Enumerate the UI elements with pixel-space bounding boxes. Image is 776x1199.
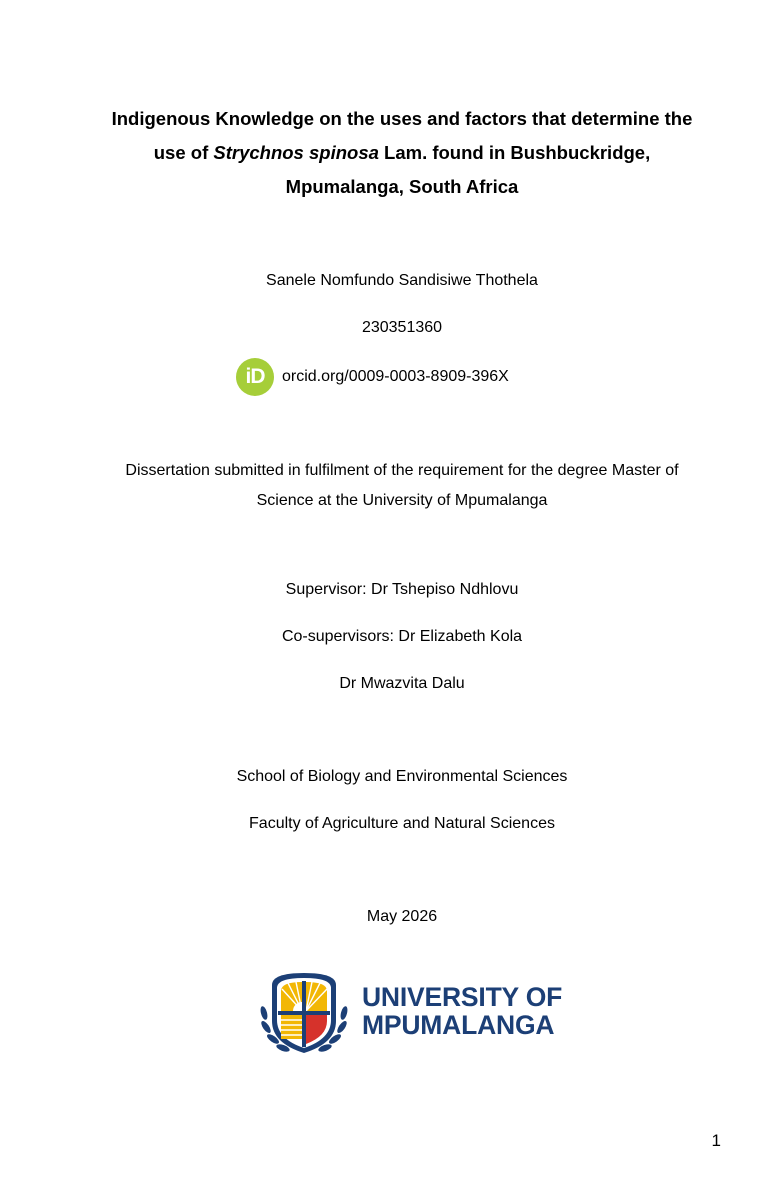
title-line-1: Indigenous Knowledge on the uses and factors that determine the [111, 108, 693, 129]
document-title [40, 102, 764, 204]
page-number: 1 [711, 1131, 721, 1150]
university-emblem-icon [254, 961, 354, 1061]
wordmark-line-2: MPUMALANGA [362, 1010, 555, 1040]
wordmark-line-1: UNIVERSITY OF [362, 982, 563, 1012]
title-line-3: Mpumalanga, South Africa [285, 176, 519, 197]
faculty: Faculty of Agriculture and Natural Sciences [249, 815, 555, 832]
supervisor: Supervisor: Dr Tshepiso Ndhlovu [285, 581, 519, 598]
dissertation-line-1: Dissertation submitted in fulfilment of the requirement for the degree Master of [125, 462, 679, 479]
co-supervisor-2: Dr Mwazvita Dalu [339, 675, 465, 692]
school: School of Biology and Environmental Sciences [236, 768, 568, 785]
dissertation-line-2: Science at the University of Mpumalanga [256, 492, 548, 509]
dissertation-statement [40, 456, 764, 516]
orcid-icon: iD [236, 358, 274, 396]
species-name: Strychnos spinosa [213, 142, 379, 163]
date: May 2026 [366, 908, 438, 925]
university-logo [240, 956, 563, 1066]
title-suffix: Lam. found in Bushbuckridge, [378, 142, 651, 163]
student-number: 230351360 [361, 319, 443, 336]
author-name: Sanele Nomfundo Sandisiwe Thothela [266, 272, 538, 289]
orcid-row [236, 359, 509, 395]
title-prefix: use of [153, 142, 214, 163]
university-wordmark [362, 983, 562, 1039]
co-supervisors: Co-supervisors: Dr Elizabeth Kola [281, 628, 523, 645]
title-line-2 [40, 136, 764, 170]
orcid-link[interactable]: orcid.org/0009-0003-8909-396X [282, 368, 509, 385]
